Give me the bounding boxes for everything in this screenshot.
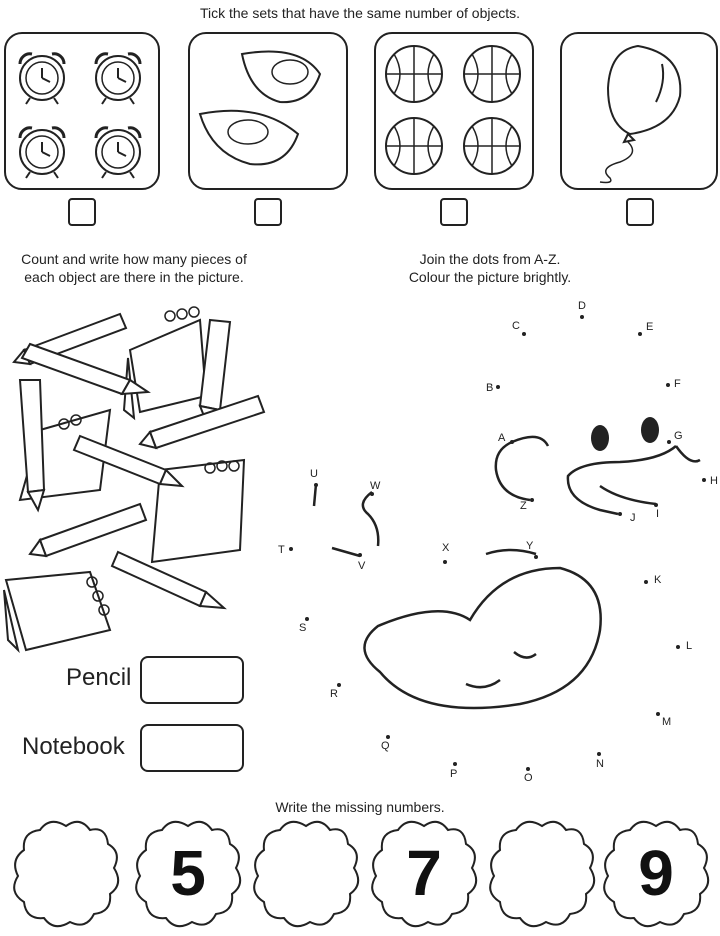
notebook-label: Notebook [22, 733, 125, 760]
dot-label-m: M [662, 716, 672, 728]
dot-m [656, 712, 660, 716]
dot-k [644, 580, 648, 584]
dot-label-g: G [674, 430, 683, 442]
pencil-label: Pencil [66, 664, 132, 691]
tick-box-balloon[interactable] [626, 198, 654, 226]
dot-label-r: R [330, 688, 338, 700]
dot-label-u: U [310, 468, 318, 480]
dots-instruction-line2: Colour the picture brightly. [408, 269, 572, 285]
dot-label-z: Z [520, 500, 527, 512]
dot-w [370, 492, 374, 496]
dot-v [358, 553, 362, 557]
dot-f [666, 383, 670, 387]
dot-n [597, 752, 601, 756]
dot-label-d: D [578, 300, 586, 312]
dot-label-o: O [524, 772, 533, 784]
dot-label-n: N [596, 758, 604, 770]
count-instruction-line1: Count and write how many pieces of [21, 251, 247, 267]
dot-a [510, 440, 514, 444]
dot-label-f: F [674, 378, 681, 390]
number-slot-2: 5 [170, 837, 206, 909]
dot-label-v: V [358, 560, 366, 572]
dot-u [314, 483, 318, 487]
dot-label-k: K [654, 574, 662, 586]
dot-h [702, 478, 706, 482]
dot-s [305, 617, 309, 621]
dot-d [580, 315, 584, 319]
alarm-clock-icons [6, 34, 158, 188]
numbers-instruction: Write the missing numbers. [275, 799, 445, 815]
sets-instruction: Tick the sets that have the same number of objects. [199, 5, 521, 21]
dot-j [618, 512, 622, 516]
dot-p [453, 762, 457, 766]
dot-i [654, 503, 658, 507]
dot-b [496, 385, 500, 389]
tick-box-clocks[interactable] [68, 198, 96, 226]
tick-box-balls[interactable] [440, 198, 468, 226]
dot-label-l: L [686, 640, 693, 652]
dot-r [337, 683, 341, 687]
number-flower-shapes [0, 816, 720, 936]
dot-to-dot-drawing [0, 300, 720, 800]
dot-label-s: S [299, 622, 307, 634]
dot-label-x: X [442, 542, 450, 554]
set-card-clocks [4, 32, 160, 190]
number-slot-4: 7 [406, 837, 442, 909]
tick-box-eggs[interactable] [254, 198, 282, 226]
dot-label-t: T [278, 544, 285, 556]
egg-icons [190, 34, 346, 188]
dot-label-a: A [498, 432, 506, 444]
dot-label-i: I [656, 508, 660, 520]
dot-x [443, 560, 447, 564]
dot-l [676, 645, 680, 649]
dot-label-y: Y [526, 540, 534, 552]
dot-c [522, 332, 526, 336]
dots-instruction-line1: Join the dots from A-Z. [419, 251, 561, 267]
dot-e [638, 332, 642, 336]
dot-g [667, 440, 671, 444]
dot-label-h: H [710, 475, 718, 487]
number-slot-6: 9 [638, 837, 674, 909]
dot-label-w: W [370, 480, 381, 492]
dot-o [526, 767, 530, 771]
dot-label-c: C [512, 320, 520, 332]
dot-label-j: J [630, 512, 636, 524]
dots-instruction [380, 250, 600, 286]
set-card-balls [374, 32, 534, 190]
dot-t [289, 547, 293, 551]
dot-label-b: B [486, 382, 494, 394]
set-card-eggs [188, 32, 348, 190]
dot-y [534, 555, 538, 559]
count-instruction [0, 250, 268, 286]
set-card-balloon [560, 32, 718, 190]
basketball-icons [376, 34, 532, 188]
dot-z [530, 498, 534, 502]
dot-label-p: P [450, 768, 458, 780]
count-instruction-line2: each object are there in the picture. [24, 269, 244, 285]
dot-label-q: Q [381, 740, 390, 752]
dot-q [386, 735, 390, 739]
dot-label-e: E [646, 321, 654, 333]
balloon-icon [562, 34, 716, 188]
